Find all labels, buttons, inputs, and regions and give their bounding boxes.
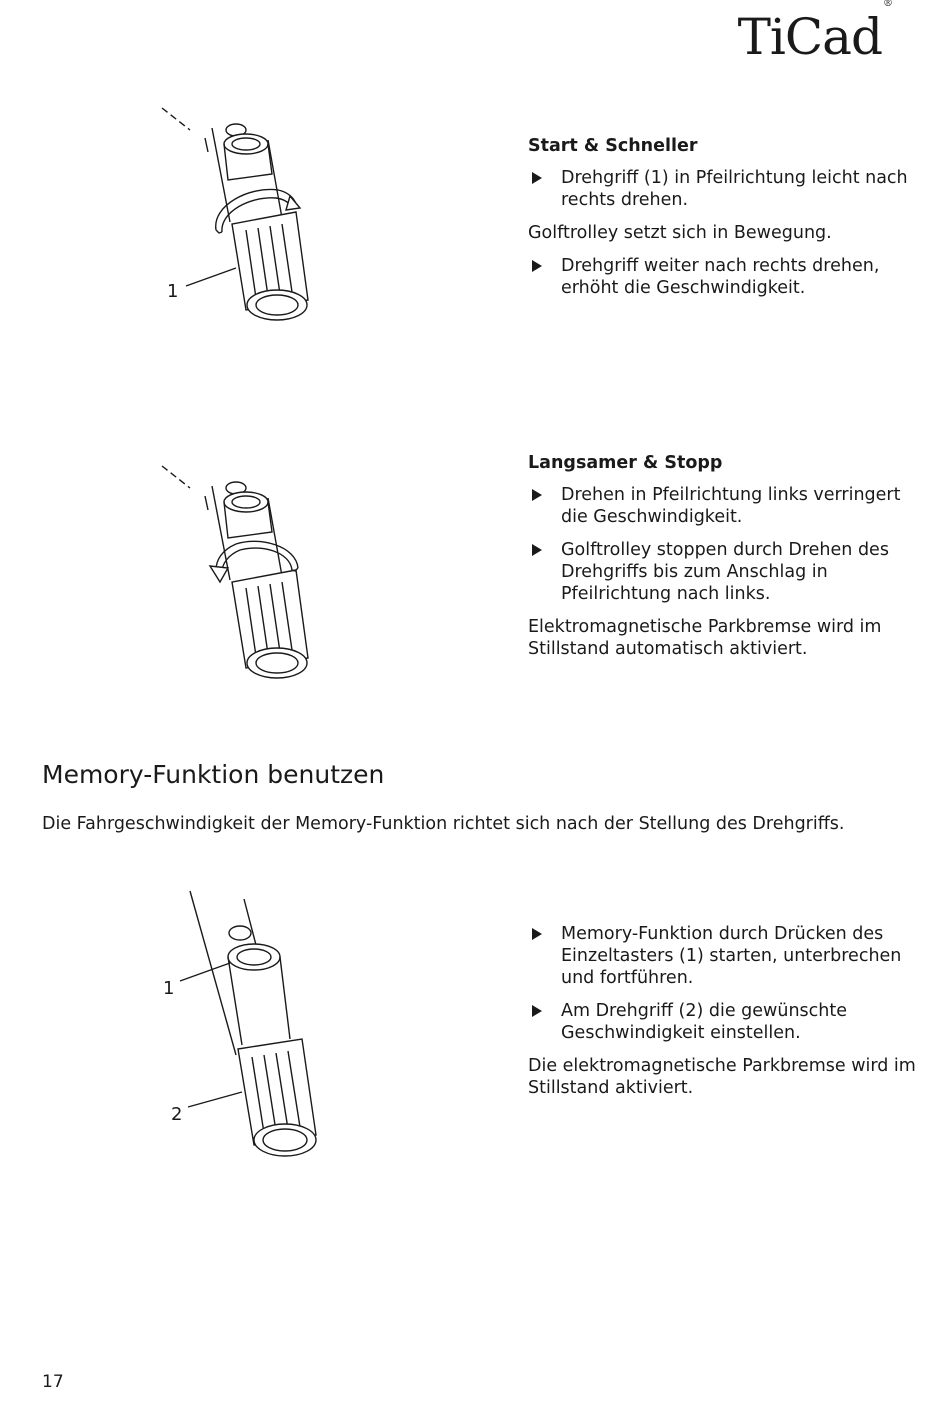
- bullet-triangle-icon: [532, 928, 542, 940]
- callout-2: 2: [171, 1104, 183, 1125]
- start-faster-block: [528, 135, 918, 310]
- grip-rotate-right-illustration: [150, 100, 350, 330]
- bullet-triangle-icon: [532, 489, 542, 501]
- paragraph: Golftrolley setzt sich in Bewegung.: [528, 223, 832, 243]
- logo-text: TiCad: [737, 8, 882, 66]
- bullet-item: [528, 539, 918, 605]
- bullet-triangle-icon: [532, 1005, 542, 1017]
- bullet-text: Drehen in Pfeilrichtung links verringert die Geschwindigkeit.: [561, 485, 901, 527]
- bullet-text: Memory-Funktion durch Drücken des Einzeltasters (1) starten, unterbrechen und fortführen.: [561, 924, 902, 988]
- callout-1: 1: [163, 978, 175, 999]
- paragraph: Die elektromagnetische Parkbremse wird im Stillstand aktiviert.: [528, 1056, 916, 1098]
- start-faster-heading: Start & Schneller: [528, 136, 698, 156]
- section-title: Memory-Funktion benutzen: [42, 760, 385, 789]
- callout-1: 1: [167, 281, 179, 302]
- bullet-text: Am Drehgriff (2) die gewünschte Geschwindigkeit einstellen.: [561, 1001, 847, 1043]
- bullet-item: [528, 923, 918, 989]
- bullet-item: [528, 167, 918, 211]
- bullet-triangle-icon: [532, 172, 542, 184]
- bullet-item: [528, 255, 918, 299]
- bullet-item: [528, 484, 918, 528]
- paragraph: Elektromagnetische Parkbremse wird im Stillstand automatisch aktiviert.: [528, 617, 882, 659]
- bullet-triangle-icon: [532, 260, 542, 272]
- bullet-item: [528, 1000, 918, 1044]
- ticad-logo: [737, 0, 892, 66]
- bullet-text: Golftrolley stoppen durch Drehen des Drehgriffs bis zum Anschlag in Pfeilrichtung nach links.: [561, 540, 889, 604]
- section-intro: Die Fahrgeschwindigkeit der Memory-Funktion richtet sich nach der Stellung des Drehgriffs.: [42, 814, 845, 834]
- registered-mark: ®: [883, 0, 892, 10]
- page-number: 17: [42, 1372, 64, 1392]
- grip-rotate-left-illustration: [150, 458, 350, 688]
- memory-button-illustration: [150, 885, 350, 1175]
- memory-steps-block: [528, 923, 918, 1110]
- slower-stop-block: [528, 452, 918, 671]
- bullet-triangle-icon: [532, 544, 542, 556]
- slower-stop-heading: Langsamer & Stopp: [528, 453, 723, 473]
- bullet-text: Drehgriff (1) in Pfeilrichtung leicht nach rechts drehen.: [561, 168, 908, 210]
- bullet-text: Drehgriff weiter nach rechts drehen, erhöht die Geschwindigkeit.: [561, 256, 880, 298]
